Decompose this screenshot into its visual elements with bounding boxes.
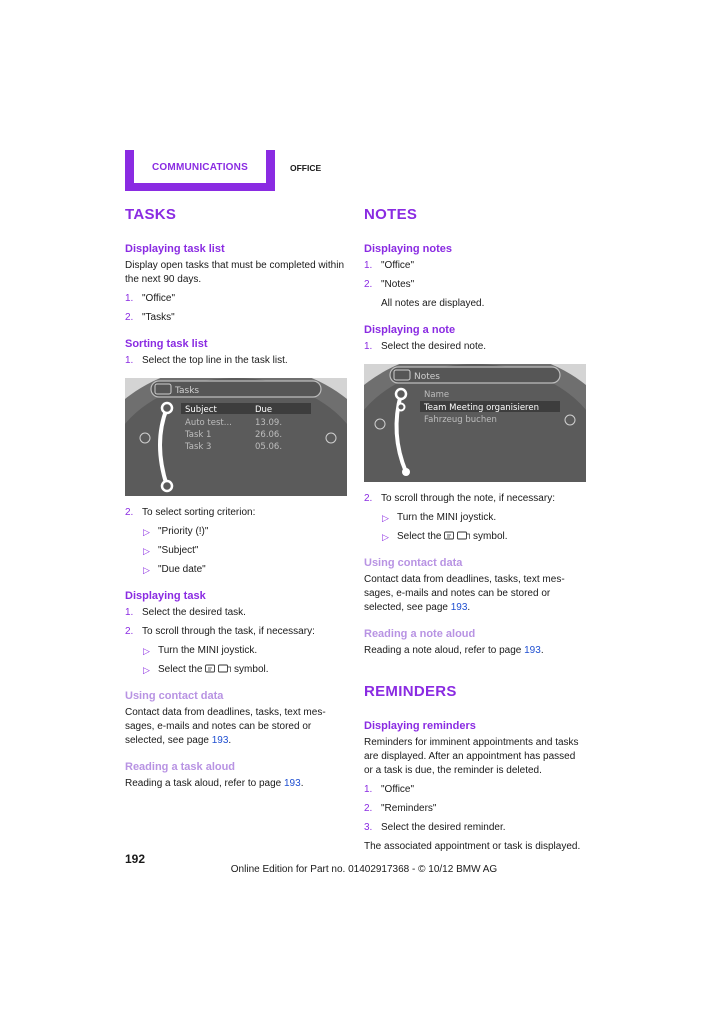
note-row: Name — [424, 390, 450, 400]
col-subject: Subject — [185, 405, 217, 415]
list-item: 1. Select the desired task. — [125, 607, 246, 618]
displaying-a-note-heading: Displaying a note — [364, 324, 456, 336]
notes-title: NOTES — [364, 206, 418, 223]
scroll-symbol-icon — [444, 531, 470, 540]
reminders-text: Reminders for imminent appointments and tasks are displayed. After an appointment has passed or a task is due, the reminder is deleted. — [364, 737, 579, 776]
contact-data-text: Contact data from deadlines, tasks, text mes-sages, e-mails and notes can be stored or selected, see page 193. — [125, 707, 326, 746]
list-item: 2. "Reminders" — [364, 803, 437, 814]
reminders-after-text: The associated appointment or task is displayed. — [364, 841, 581, 852]
list-item: 1. "Office" — [125, 293, 176, 304]
triangle-bullet-icon: ▷ — [143, 546, 150, 556]
tasks-screen-image — [125, 378, 347, 496]
task-row-subject: Task 1 — [185, 430, 212, 440]
task-row-due: 26.06. — [255, 430, 283, 440]
sorting-task-list-heading: Sorting task list — [125, 338, 208, 350]
displaying-task-list-text: Display open tasks that must be completed within the next 90 days. — [125, 260, 344, 285]
list-item: 3. Select the desired reminder. — [364, 822, 506, 833]
displaying-task-list-heading: Displaying task list — [125, 243, 225, 255]
tasks-screen-header: Tasks — [175, 386, 200, 396]
sub-item: ▷ Select the symbol. — [382, 531, 508, 542]
using-contact-data-heading: Using contact data — [364, 557, 463, 569]
note-row-selected: Team Meeting organisieren — [424, 403, 539, 413]
displaying-task-heading: Displaying task — [125, 590, 206, 602]
contact-data-text: Contact data from deadlines, tasks, text mes-sages, e-mails and notes can be stored or selected, see page 193. — [364, 574, 565, 613]
displaying-notes-heading: Displaying notes — [364, 243, 453, 255]
right-column — [364, 200, 586, 859]
scroll-symbol-icon — [205, 664, 231, 673]
list-item: 2. "Tasks" — [125, 312, 175, 323]
tasks-title: TASKS — [125, 206, 177, 223]
left-column — [125, 200, 347, 796]
sub-item: ▷ "Subject" — [143, 545, 199, 556]
task-row-subject: Auto test... — [185, 418, 232, 428]
triangle-bullet-icon: ▷ — [143, 527, 150, 537]
triangle-bullet-icon: ▷ — [382, 532, 389, 542]
using-contact-data-heading: Using contact data — [125, 690, 224, 702]
sub-item: ▷ Select the symbol. — [143, 664, 269, 675]
displaying-reminders-heading: Displaying reminders — [364, 720, 476, 732]
subsection-label: OFFICE — [290, 163, 322, 173]
reminders-title: REMINDERS — [364, 683, 457, 700]
note-row: Fahrzeug buchen — [424, 415, 497, 425]
notes-screen-header: Notes — [414, 372, 440, 382]
list-item: 1. Select the desired note. — [364, 341, 487, 352]
list-item: 1. "Office" — [364, 784, 415, 795]
sub-item: ▷ "Due date" — [143, 564, 206, 575]
sub-item: ▷ Turn the MINI joystick. — [382, 512, 497, 523]
sub-item: ▷ "Priority (!)" — [143, 526, 209, 537]
page-link[interactable]: 193 — [284, 778, 301, 789]
reading-task-aloud-text: Reading a task aloud, refer to page 193. — [125, 778, 304, 789]
page-number: 192 — [125, 852, 146, 866]
notes-displayed-text: All notes are displayed. — [381, 298, 485, 309]
page-link[interactable]: 193 — [211, 735, 229, 746]
list-item: 1. "Office" — [364, 260, 415, 271]
task-row-due: 05.06. — [255, 442, 283, 452]
col-due: Due — [255, 405, 273, 415]
notes-screen-image — [364, 364, 586, 482]
reading-note-aloud-heading: Reading a note aloud — [364, 628, 476, 640]
page-link[interactable]: 193 — [524, 645, 541, 656]
sub-item: ▷ Turn the MINI joystick. — [143, 645, 258, 656]
list-item: 2. "Notes" — [364, 279, 415, 290]
section-label: COMMUNICATIONS — [152, 162, 248, 173]
triangle-bullet-icon: ▷ — [143, 646, 150, 656]
reading-task-aloud-heading: Reading a task aloud — [125, 761, 236, 773]
list-item: 2. To scroll through the note, if necessary: — [364, 493, 555, 504]
list-item: 1. Select the top line in the task list. — [125, 355, 288, 366]
edition-footer: Online Edition for Part no. 01402917368 - © 10/12 BMW AG — [230, 864, 498, 875]
triangle-bullet-icon: ▷ — [143, 565, 150, 575]
list-item: 2. To scroll through the task, if necessary: — [125, 626, 315, 637]
triangle-bullet-icon: ▷ — [382, 513, 389, 523]
page-link[interactable]: 193 — [450, 602, 468, 613]
list-item: 2. To select sorting criterion: — [125, 507, 256, 518]
reading-note-aloud-text: Reading a note aloud, refer to page 193. — [364, 645, 544, 656]
task-row-due: 13.09. — [255, 418, 283, 428]
task-row-subject: Task 3 — [185, 442, 212, 452]
triangle-bullet-icon: ▷ — [143, 665, 150, 675]
